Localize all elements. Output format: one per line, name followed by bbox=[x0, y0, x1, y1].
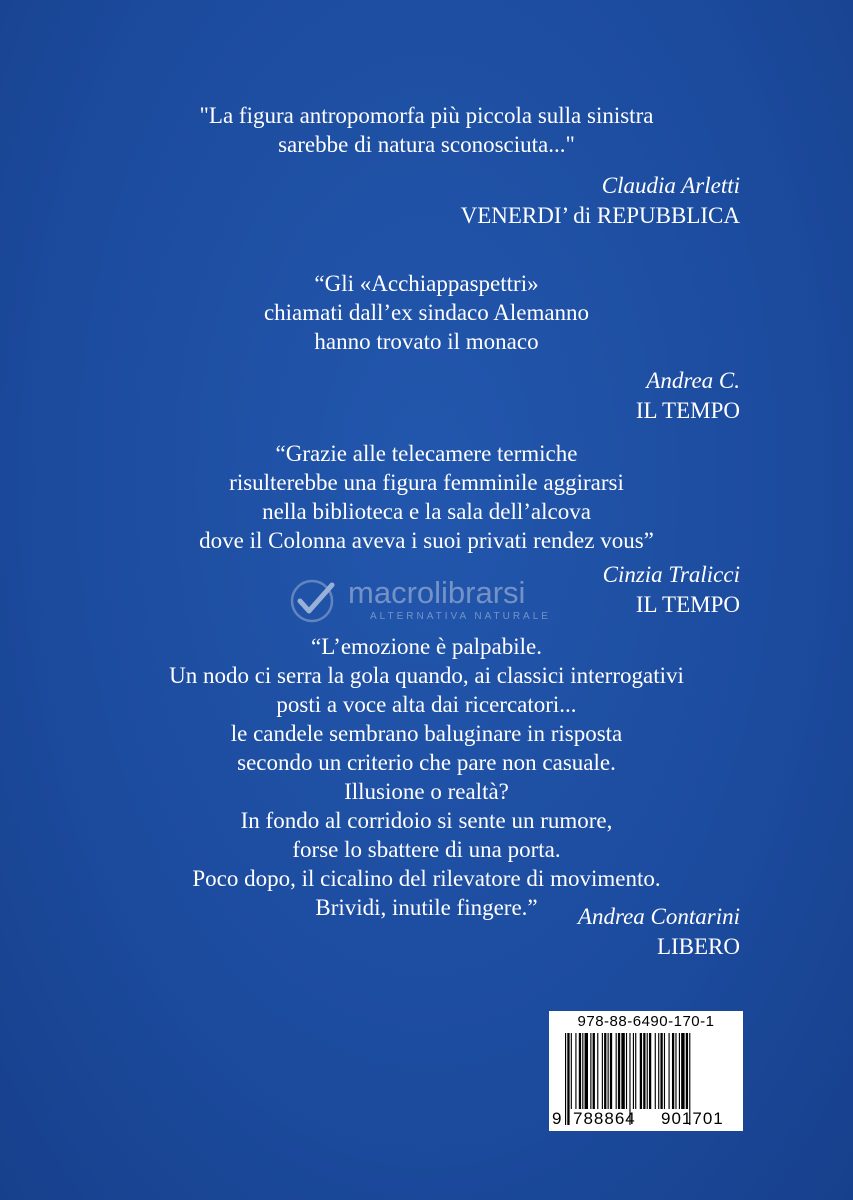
barcode-bar bbox=[616, 1033, 617, 1109]
quote-4 bbox=[0, 632, 853, 922]
barcode-bar bbox=[621, 1033, 624, 1109]
barcode-digit-first: 9 bbox=[552, 1109, 562, 1128]
barcode-digits-right: 901701 bbox=[661, 1109, 724, 1128]
barcode-bar bbox=[633, 1033, 634, 1109]
barcode-bar bbox=[590, 1033, 591, 1109]
barcode-bar bbox=[585, 1033, 588, 1109]
barcode-bar bbox=[669, 1033, 670, 1109]
barcode-bar bbox=[679, 1033, 680, 1109]
attribution-3 bbox=[603, 560, 740, 620]
isbn-barcode bbox=[549, 1011, 743, 1131]
quote-line: dove il Colonna aveva i suoi privati rendez vous” bbox=[199, 528, 654, 553]
quote-line: le candele sembrano baluginare in risposta bbox=[230, 721, 623, 746]
publication-name: LIBERO bbox=[656, 934, 740, 959]
quote-line: sarebbe di natura sconosciuta..." bbox=[278, 132, 575, 157]
barcode-bar bbox=[640, 1033, 642, 1109]
barcode-bar bbox=[593, 1033, 595, 1109]
barcode-bar bbox=[647, 1033, 648, 1109]
macrolibrarsi-watermark bbox=[282, 575, 602, 627]
attribution-2 bbox=[636, 366, 740, 426]
barcode-bar bbox=[565, 1033, 566, 1125]
barcode-digits-left: 788864 bbox=[573, 1109, 636, 1128]
quote-1 bbox=[0, 101, 853, 159]
quote-line: Poco dopo, il cicalino del rilevatore di movimento. bbox=[192, 866, 661, 891]
barcode-bar bbox=[626, 1033, 627, 1109]
barcode-bar bbox=[649, 1033, 651, 1109]
quote-3 bbox=[0, 439, 853, 555]
publication-name: IL TEMPO bbox=[635, 592, 740, 617]
quote-line: “Gli «Acchiappaspettri» bbox=[314, 271, 539, 296]
barcode-bar bbox=[660, 1033, 662, 1109]
quote-line: risulterebbe una figura femminile aggirarsi bbox=[229, 470, 624, 495]
publication-name: IL TEMPO bbox=[635, 398, 740, 423]
quote-line: “Grazie alle telecamere termiche bbox=[275, 441, 578, 466]
quote-line: "La figura antropomorfa più piccola sulla sinistra bbox=[199, 103, 654, 128]
publication-name: VENERDI’ di REPUBBLICA bbox=[460, 203, 740, 228]
barcode-bar bbox=[681, 1033, 684, 1109]
barcode-bar bbox=[658, 1033, 659, 1109]
barcode-bar bbox=[575, 1033, 576, 1109]
quote-2 bbox=[0, 269, 853, 356]
watermark-brand-name: macrolibrarsi bbox=[348, 575, 526, 610]
barcode-bar bbox=[686, 1033, 688, 1109]
barcode-bar bbox=[571, 1033, 572, 1109]
barcode-bar bbox=[582, 1033, 583, 1109]
author-name: Claudia Arletti bbox=[601, 173, 740, 198]
quote-line: forse lo sbattere di una porta. bbox=[292, 837, 561, 862]
barcode-bar bbox=[618, 1033, 620, 1109]
barcode-bar bbox=[664, 1033, 665, 1109]
checkmark-swoosh-icon bbox=[282, 577, 344, 625]
barcode-bar bbox=[608, 1033, 609, 1109]
quote-line: posti a voce alta dai ricercatori... bbox=[276, 692, 577, 717]
barcode-bar bbox=[602, 1033, 603, 1109]
barcode-bar bbox=[604, 1033, 606, 1109]
quote-line: Brividi, inutile fingere.” bbox=[315, 895, 538, 920]
barcode-bar bbox=[655, 1033, 656, 1109]
quote-line: In fondo al corridoio si sente un rumore, bbox=[240, 808, 613, 833]
quote-line: secondo un criterio che pare non casuale. bbox=[237, 750, 616, 775]
barcode-bar bbox=[643, 1033, 645, 1109]
author-name: Cinzia Tralicci bbox=[602, 562, 740, 587]
quote-line: chiamati dall’ex sindaco Alemanno bbox=[263, 300, 590, 325]
barcode-bar bbox=[610, 1033, 612, 1109]
barcode-bar bbox=[675, 1033, 676, 1109]
barcode-bar bbox=[579, 1033, 581, 1109]
quote-line: hanno trovato il monaco bbox=[314, 329, 539, 354]
barcode-bar bbox=[635, 1033, 636, 1109]
quote-line: “L’emozione è palpabile. bbox=[311, 634, 542, 659]
isbn-number: 978-88-6490-170-1 bbox=[577, 1013, 715, 1030]
barcode-bar bbox=[597, 1033, 598, 1109]
author-name: Andrea Contarini bbox=[577, 904, 740, 929]
quote-line: nella biblioteca e la sala dell’alcova bbox=[262, 499, 591, 524]
watermark-tagline: ALTERNATIVA NATURALE bbox=[370, 611, 551, 622]
attribution-1 bbox=[461, 171, 740, 231]
quote-line: Illusione o realtà? bbox=[344, 779, 509, 804]
barcode-bar bbox=[567, 1033, 569, 1125]
quote-line: Un nodo ci serra la gola quando, ai classici interrogativi bbox=[169, 663, 684, 688]
barcode-bar bbox=[672, 1033, 674, 1109]
author-name: Andrea C. bbox=[646, 368, 740, 393]
attribution-4 bbox=[578, 902, 740, 962]
